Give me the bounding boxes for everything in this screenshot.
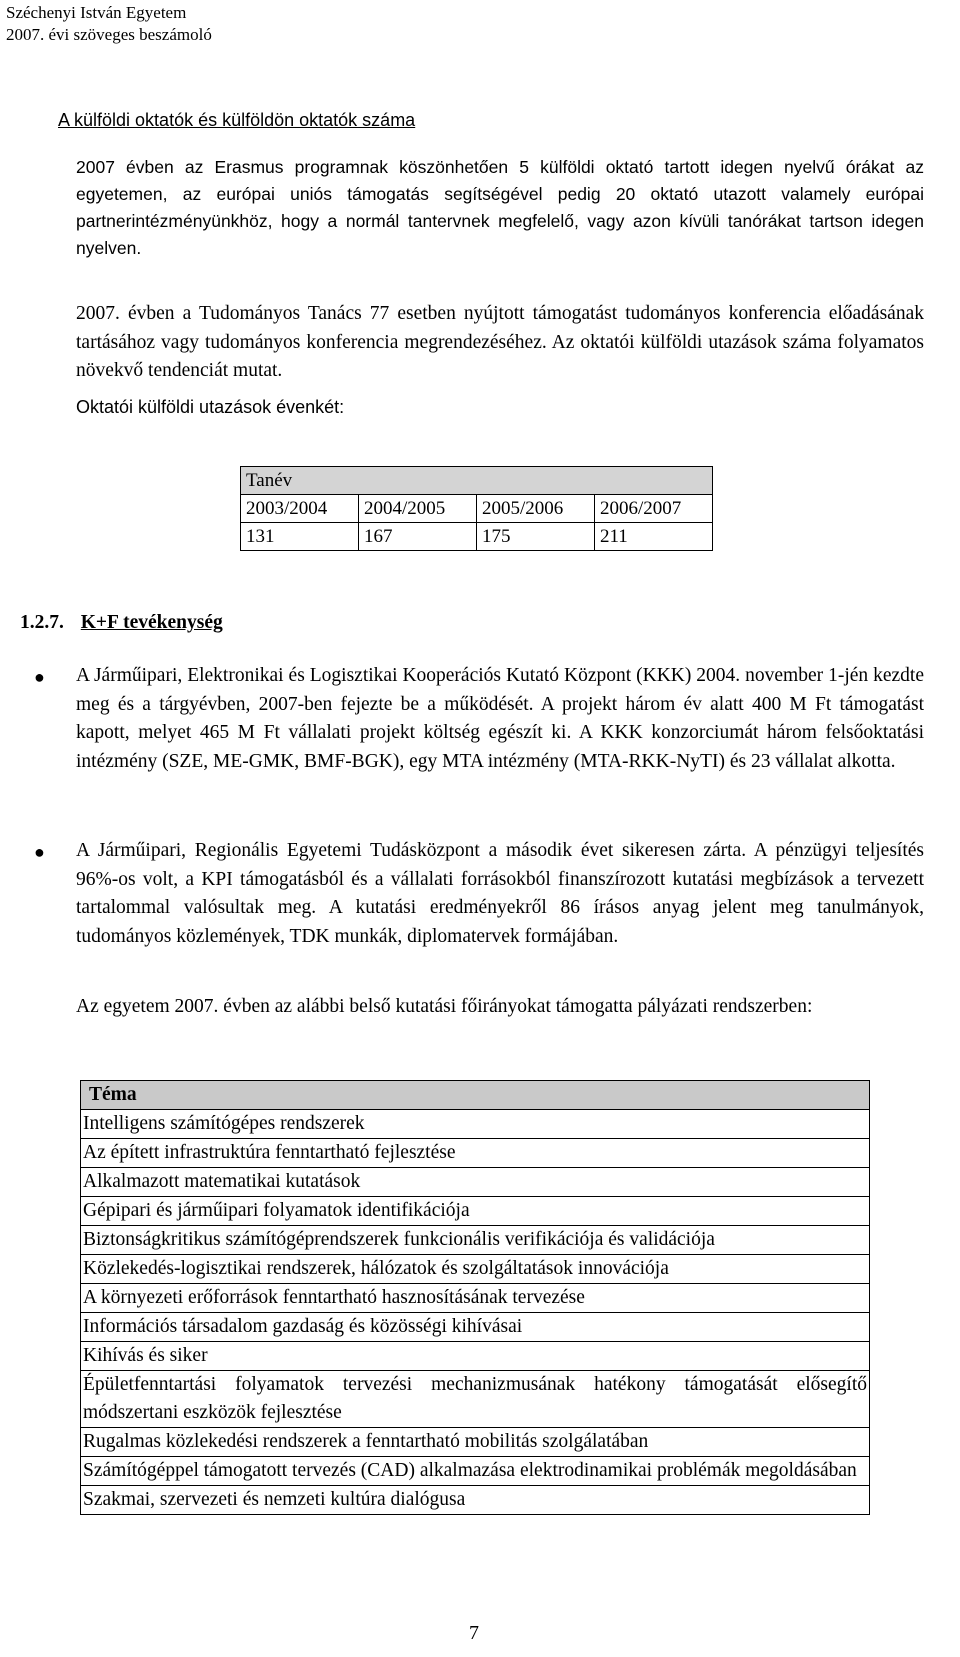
table-row bbox=[81, 1081, 870, 1110]
bullet-paragraph-tudaskozpont: A Járműipari, Regionális Egyetemi Tudásközpont a második évet sikeresen zárta. A pénzügyi teljesítés 96%-os volt, a KPI támogatásból és a vállalati forrásokból finanszírozott kutatási megbízások a tervezett tartalommal valósultak meg. A kutatási eredményekről 86 írásos anyag jelent meg tanulmányok, tudományos közlemények, TDK munkák, diplomatervek formájában. bbox=[76, 840, 924, 947]
topic-cell: Számítógéppel támogatott tervezés (CAD) alkalmazása elektrodinamikai problémák megoldásában bbox=[81, 1457, 870, 1486]
year-cell: 2003/2004 bbox=[241, 495, 359, 523]
council-paragraph: 2007. évben a Tudományos Tanács 77 esetben nyújtott támogatást tudományos konferencia előadásának tartásához vagy tudományos konferencia megrendezéséhez. Az oktatói külföldi utazások száma folyamatos növekvő tendenciát mutat. bbox=[76, 303, 924, 381]
section-number: 1.2.7. bbox=[20, 612, 64, 633]
research-topics-table bbox=[80, 1080, 870, 1515]
research-intro-paragraph: Az egyetem 2007. évben az alábbi belső kutatási főirányokat támogatta pályázati rendszerben: bbox=[76, 996, 813, 1017]
topic-cell: Információs társadalom gazdaság és közösségi kihívásai bbox=[81, 1313, 870, 1342]
travel-table bbox=[240, 466, 713, 551]
table-row bbox=[81, 1313, 870, 1342]
value-cell: 167 bbox=[359, 523, 477, 551]
table-row bbox=[81, 1371, 870, 1428]
table-row bbox=[81, 1197, 870, 1226]
table-row bbox=[241, 523, 713, 551]
table-row bbox=[241, 495, 713, 523]
header-institution: Széchenyi István Egyetem bbox=[6, 3, 187, 22]
table-row bbox=[81, 1428, 870, 1457]
table-row bbox=[81, 1110, 870, 1139]
table-row bbox=[241, 467, 713, 495]
page-header bbox=[6, 2, 212, 46]
topic-cell: Közlekedés-logisztikai rendszerek, hálózatok és szolgáltatások innovációja bbox=[81, 1255, 870, 1284]
header-report-title: 2007. évi szöveges beszámoló bbox=[6, 25, 212, 44]
table-row bbox=[81, 1486, 870, 1515]
topic-cell: Rugalmas közlekedési rendszerek a fenntartható mobilitás szolgálatában bbox=[81, 1428, 870, 1457]
section-title: K+F tevékenység bbox=[80, 612, 223, 633]
value-cell: 211 bbox=[595, 523, 713, 551]
value-cell: 175 bbox=[477, 523, 595, 551]
value-cell: 131 bbox=[241, 523, 359, 551]
topic-cell: Az épített infrastruktúra fenntartható fejlesztése bbox=[81, 1139, 870, 1168]
topic-cell: Intelligens számítógépes rendszerek bbox=[81, 1110, 870, 1139]
table-row bbox=[81, 1457, 870, 1486]
rd-section-heading bbox=[20, 612, 223, 634]
topics-table-header: Téma bbox=[81, 1081, 870, 1110]
year-cell: 2006/2007 bbox=[595, 495, 713, 523]
travel-table-header: Tanév bbox=[241, 467, 713, 495]
table-row bbox=[81, 1255, 870, 1284]
bullet-paragraph-kkk: A Járműipari, Elektronikai és Logisztikai Kooperációs Kutató Központ (KKK) 2004. november 1-jén kezdte meg és a tárgyévben, 2007-ben fejezte be a működését. A projekt három év alatt 400 M Ft támogatást kapott, melyet 465 M Ft vállalati projekt költség egészít ki. A KKK konzorciumát három felsőoktatási intézmény (SZE, ME-GMK, BMF-BGK), egy MTA intézmény (MTA-RKK-NyTI) és 23 vállalat alkotta. bbox=[76, 665, 924, 772]
bullet-icon: ● bbox=[34, 667, 45, 687]
page-number: 7 bbox=[469, 1622, 479, 1644]
topic-cell: Épületfenntartási folyamatok tervezési mechanizmusának hatékony támogatását elősegítő módszertani eszközök fejlesztése bbox=[81, 1371, 870, 1428]
topic-cell: A környezeti erőforrások fenntartható hasznosításának tervezése bbox=[81, 1284, 870, 1313]
topic-cell: Alkalmazott matematikai kutatások bbox=[81, 1168, 870, 1197]
table-row bbox=[81, 1168, 870, 1197]
topic-cell: Szakmai, szervezeti és nemzeti kultúra dialógusa bbox=[81, 1486, 870, 1515]
bullet-icon: ● bbox=[34, 842, 45, 862]
erasmus-paragraph: 2007 évben az Erasmus programnak köszönhetően 5 külföldi oktató tartott idegen nyelvű órákat az egyetemen, az európai uniós támogatás segítségével pedig 20 oktató utazott valamely európai partnerintézményünkhöz, hogy a normál tantervnek megfelelő, vagy azon kívüli tanórákat tartson idegen nyelven. bbox=[76, 157, 924, 258]
table-row bbox=[81, 1284, 870, 1313]
topic-cell: Kihívás és siker bbox=[81, 1342, 870, 1371]
yearly-travel-label: Oktatói külföldi utazások évenkét: bbox=[76, 397, 345, 417]
topic-cell: Gépipari és járműipari folyamatok identifikációja bbox=[81, 1197, 870, 1226]
table-row bbox=[81, 1342, 870, 1371]
year-cell: 2004/2005 bbox=[359, 495, 477, 523]
topic-cell: Biztonságkritikus számítógéprendszerek funkcionális verifikációja és validációja bbox=[81, 1226, 870, 1255]
table-row bbox=[81, 1226, 870, 1255]
year-cell: 2005/2006 bbox=[477, 495, 595, 523]
table-row bbox=[81, 1139, 870, 1168]
section-heading: A külföldi oktatók és külföldön oktatók száma bbox=[58, 110, 416, 130]
